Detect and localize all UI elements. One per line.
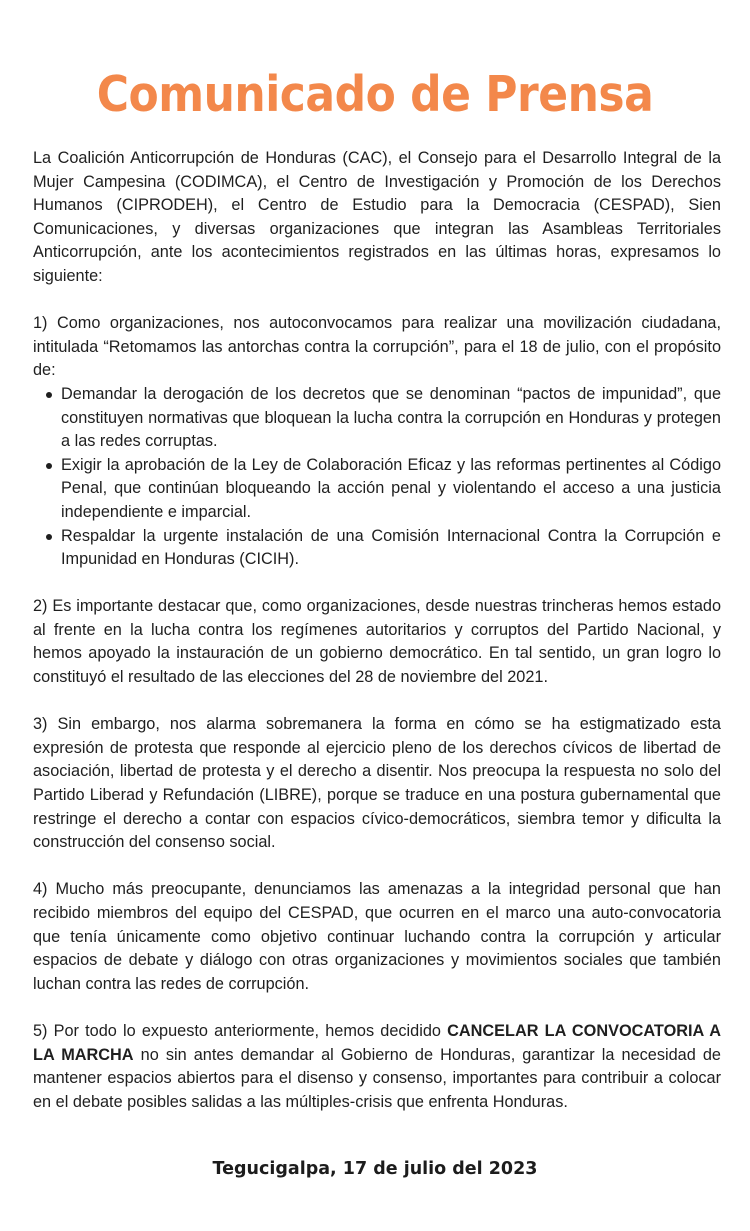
point-3-paragraph: 3) Sin embargo, nos alarma sobremanera la forma en cómo se ha estigmatizado esta expresión de protesta que responde al ejercicio pleno de los derechos cívicos de libertad de asociación, libertad de protesta y el derecho a disentir. Nos preocupa la respuesta no solo del Partido Liberad y Refundación (LIBRE), porque se traduce en una postura gubernamental que restringe el derecho a contar con espacios cívico-democráticos, siembra temor y dificulta la construcción del consenso social. <box>33 715 721 852</box>
point-1-paragraph: 1) Como organizaciones, nos autoconvocamos para realizar una movilización ciudadana, intitulada “Retomamos las antorchas contra la corrupción”, para el 18 de julio, con el propósito de: <box>33 314 721 380</box>
point-5-text-start: 5) Por todo lo expuesto anteriormente, hemos decidido <box>33 1021 448 1040</box>
list-item <box>33 383 721 454</box>
place-date-signature: Tegucigalpa, 17 de julio del 2023 <box>212 1159 538 1179</box>
point-2-paragraph: 2) Es importante destacar que, como organizaciones, desde nuestras trincheras hemos estado al frente en la lucha contra los regímenes autoritarios y corruptos del Partido Nacional, y hemos apoyado la instauración de un gobierno democrático. En tal sentido, un gran logro lo constituyó el resultado de las elecciones del 28 de noviembre del 2021. <box>33 597 721 687</box>
bullet-icon <box>46 463 52 469</box>
release-body <box>33 147 721 1138</box>
list-item-text: Respaldar la urgente instalación de una Comisión Internacional Contra la Corrupción e Impunidad en Honduras (CICIH). <box>61 526 721 569</box>
list-item-text: Demandar la derogación de los decretos que se denominan “pactos de impunidad”, que constituyen normativas que bloquean la lucha contra la corrupción en Honduras y protegen a las redes corruptas. <box>61 384 721 451</box>
intro-paragraph: La Coalición Anticorrupción de Honduras (CAC), el Consejo para el Desarrollo Integral de la Mujer Campesina (CODIMCA), el Centro de Investigación y Promoción de los Derechos Humanos (CIPRODEH), el Centro de Estudio para la Democracia (CESPAD), Sien Comunicaciones, y diversas organizaciones que integran las Asambleas Territoriales Anticorrupción, ante los acontecimientos registrados en las últimas horas, expresamos lo siguiente: <box>33 149 721 285</box>
point-5-paragraph <box>33 1020 721 1114</box>
bullet-icon <box>46 534 52 540</box>
cancel-march-emphasis: CANCELAR LA CONVOCATORIA A LA MARCHA <box>33 1021 722 1064</box>
bullet-icon <box>46 392 52 398</box>
point-4-paragraph: 4) Mucho más preocupante, denunciamos las amenazas a la integridad personal que han recibido miembros del equipo del CESPAD, que ocurren en el marco una auto-convocatoria que tenía únicamente como objetivo continuar luchando contra la corrupción y articular espacios de debate y diálogo con otras organizaciones y movimientos sociales que también luchan contra las redes de corrupción. <box>33 880 721 993</box>
point-1-bullet-list <box>33 383 721 572</box>
list-item <box>33 454 721 525</box>
page-title: Comunicado de Prensa <box>96 66 654 124</box>
list-item-text: Exigir la aprobación de la Ley de Colaboración Eficaz y las reformas pertinentes al Código Penal, que continúan bloqueando la acción penal y violentando el acceso a una justicia independiente e imparcial. <box>61 455 721 521</box>
point-5-text-end: no sin antes demandar al Gobierno de Honduras, garantizar la necesidad de mantener espacios abiertos para el disenso y consenso, importantes para contribuir a colocar en el debate posibles salidas a las múltiples-crisis que enfrenta Honduras. <box>33 1045 721 1111</box>
list-item <box>33 525 721 572</box>
